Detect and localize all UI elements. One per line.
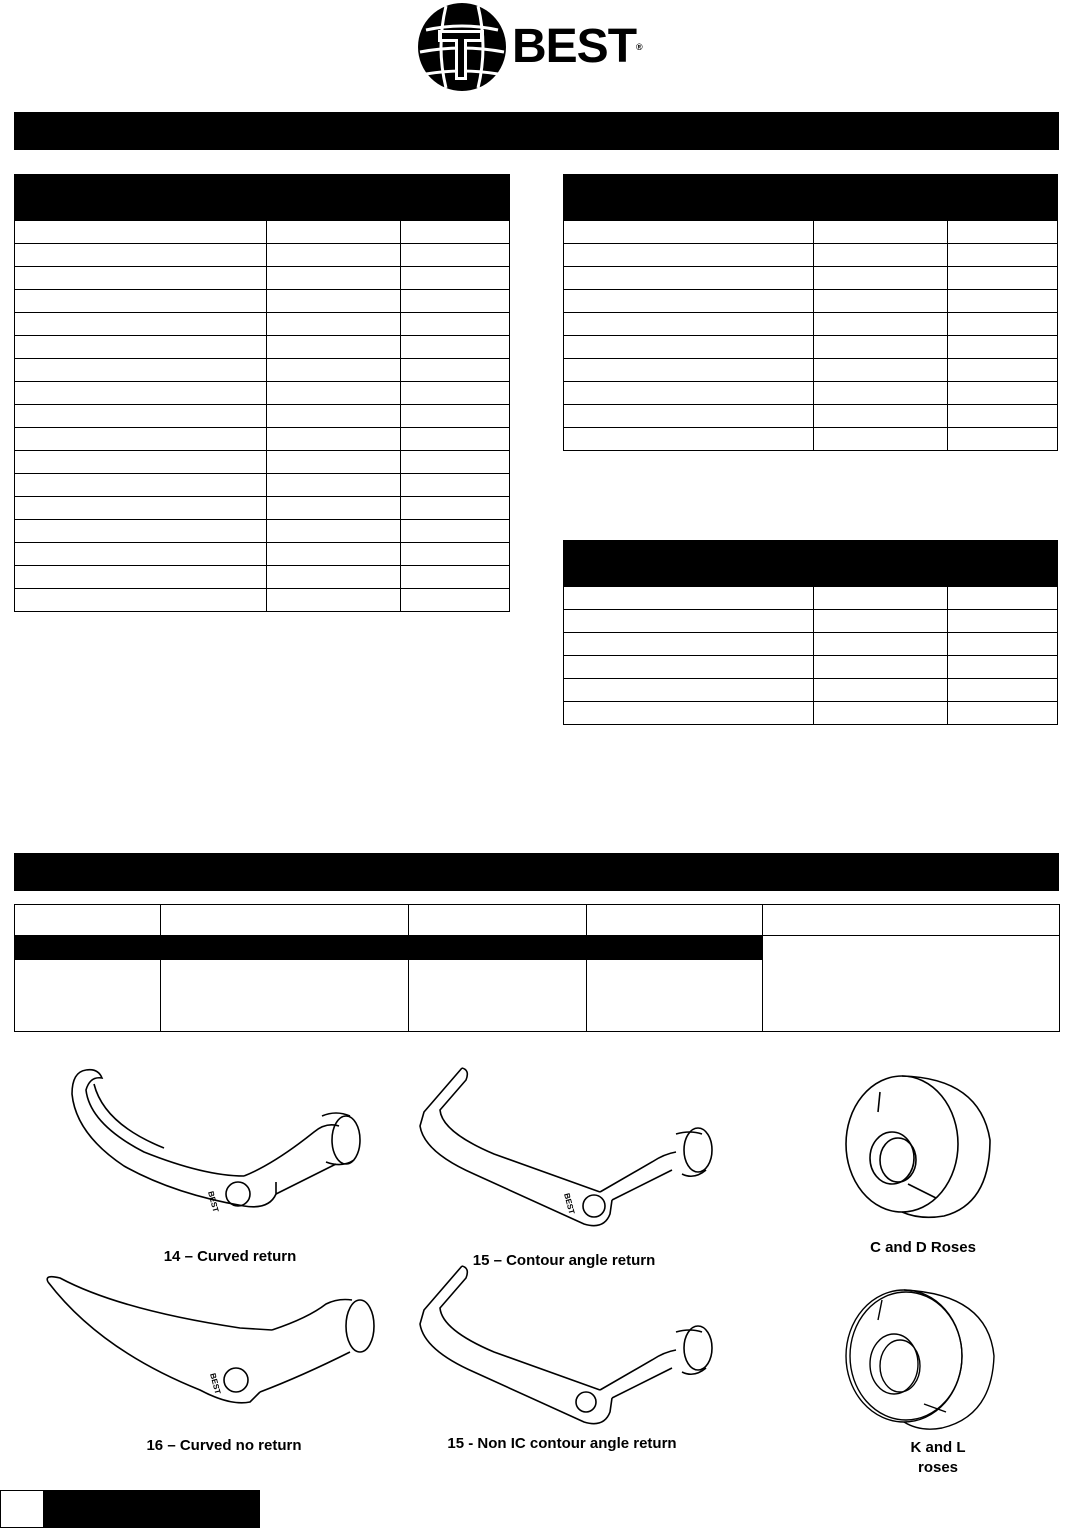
table-cell: [401, 543, 510, 566]
table-cell: [15, 451, 267, 474]
table-cell: [15, 336, 267, 359]
brand-name: BEST: [512, 20, 637, 73]
table-cell: [267, 359, 401, 382]
table-cell: [401, 359, 510, 382]
caption-14-curved-return: 14 – Curved return: [163, 1248, 297, 1265]
spec-table: [14, 904, 1060, 1032]
spec-table-row: [15, 905, 1060, 936]
table-cell: [814, 313, 948, 336]
section-header-bar-top: [14, 112, 1059, 150]
table-cell: [401, 566, 510, 589]
table-cell: [948, 702, 1058, 725]
table-cell: [564, 359, 814, 382]
table-cell: [15, 497, 267, 520]
table-cell: [15, 405, 267, 428]
table-cell: [401, 589, 510, 612]
table-cell: [267, 474, 401, 497]
lever-14-curved-return-image: [64, 1064, 364, 1224]
caption-15-contour-angle-return: 15 – Contour angle return: [472, 1252, 656, 1269]
table-cell: [814, 610, 948, 633]
left-table-header: [15, 175, 510, 221]
table-cell: [948, 428, 1058, 451]
table-cell: [814, 267, 948, 290]
table-cell: [15, 313, 267, 336]
table-cell: [948, 336, 1058, 359]
right-top-table-row: [564, 359, 1058, 382]
left-table-row: [15, 520, 510, 543]
table-cell: [814, 405, 948, 428]
table-cell: [564, 587, 814, 610]
table-cell: [15, 221, 267, 244]
table-cell: [948, 267, 1058, 290]
section-header-bar-middle: [14, 853, 1059, 891]
table-cell: [401, 451, 510, 474]
table-cell: [814, 290, 948, 313]
table-cell: [814, 244, 948, 267]
table-cell: [267, 336, 401, 359]
table-cell: [267, 405, 401, 428]
table-cell: [564, 244, 814, 267]
k-and-l-rose-image: [842, 1286, 1002, 1436]
right-bottom-table-row: [564, 679, 1058, 702]
caption-k-and-l-roses: [868, 1438, 1008, 1478]
left-table-row: [15, 359, 510, 382]
table-cell: [948, 359, 1058, 382]
table-cell: [564, 405, 814, 428]
right-bottom-table-row: [564, 587, 1058, 610]
right-top-table-row: [564, 313, 1058, 336]
key-stamp: BEST: [562, 1192, 577, 1216]
right-top-table-row: [564, 382, 1058, 405]
table-cell: [401, 474, 510, 497]
table-cell: [564, 633, 814, 656]
table-cell: [814, 633, 948, 656]
right-top-table-row: [564, 267, 1058, 290]
table-cell: [948, 382, 1058, 405]
table-cell: [267, 497, 401, 520]
caption-k-and-l-line2: roses: [917, 1459, 959, 1476]
table-cell: [948, 405, 1058, 428]
globe-icon: [418, 3, 506, 91]
table-cell: [267, 221, 401, 244]
spec-table-row: [15, 936, 1060, 960]
table-cell: [15, 520, 267, 543]
caption-16-curved-no-return: 16 – Curved no return: [146, 1437, 302, 1454]
table-cell: [401, 336, 510, 359]
table-cell: [267, 313, 401, 336]
table-cell: [15, 428, 267, 451]
table-cell: [564, 221, 814, 244]
right-bottom-table: [563, 540, 1058, 725]
table-cell: [948, 656, 1058, 679]
table-cell: [948, 290, 1058, 313]
right-top-table-row: [564, 290, 1058, 313]
page-number-box: [0, 1490, 44, 1528]
table-cell: [15, 290, 267, 313]
table-cell: [948, 633, 1058, 656]
left-table-row: [15, 244, 510, 267]
caption-k-and-l-line1: K and L: [910, 1439, 966, 1456]
footer-bar: [44, 1490, 260, 1528]
table-cell: [401, 497, 510, 520]
table-cell: [401, 221, 510, 244]
table-cell: [401, 267, 510, 290]
table-cell: [564, 382, 814, 405]
table-cell: [267, 267, 401, 290]
left-table-row: [15, 497, 510, 520]
table-cell: [814, 221, 948, 244]
left-table-row: [15, 566, 510, 589]
table-cell: [267, 520, 401, 543]
table-cell: [401, 244, 510, 267]
table-cell: [15, 566, 267, 589]
table-cell: [15, 267, 267, 290]
table-cell: [401, 313, 510, 336]
left-table-row: [15, 405, 510, 428]
right-bottom-table-row: [564, 610, 1058, 633]
table-cell: [267, 451, 401, 474]
right-bottom-table-row: [564, 633, 1058, 656]
table-cell: [267, 589, 401, 612]
right-top-table-row: [564, 405, 1058, 428]
brand-wordmark: [512, 22, 642, 72]
table-cell: [814, 587, 948, 610]
left-table-row: [15, 589, 510, 612]
left-table-row: [15, 451, 510, 474]
table-cell: [564, 428, 814, 451]
key-stamp: BEST: [208, 1372, 223, 1396]
table-cell: [948, 244, 1058, 267]
lever-16-curved-no-return-image: [40, 1270, 380, 1420]
table-cell: [564, 313, 814, 336]
table-cell: [814, 679, 948, 702]
table-cell: [15, 543, 267, 566]
table-cell: [948, 221, 1058, 244]
table-cell: [267, 244, 401, 267]
right-top-table-row: [564, 428, 1058, 451]
c-and-d-rose-image: [840, 1074, 1000, 1224]
table-cell: [814, 702, 948, 725]
right-bottom-table-row: [564, 702, 1058, 725]
right-top-table: [563, 174, 1058, 451]
table-cell: [564, 267, 814, 290]
right-top-table-header: [564, 175, 1058, 221]
table-cell: [267, 382, 401, 405]
left-table-row: [15, 474, 510, 497]
caption-15-non-ic-contour-angle-return: 15 - Non IC contour angle return: [447, 1435, 677, 1452]
table-cell: [564, 656, 814, 679]
table-cell: [15, 382, 267, 405]
registered-mark: ®: [636, 42, 642, 52]
table-cell: [564, 679, 814, 702]
table-cell: [267, 290, 401, 313]
table-cell: [564, 290, 814, 313]
right-bottom-table-header: [564, 541, 1058, 587]
table-cell: [401, 428, 510, 451]
right-top-table-row: [564, 221, 1058, 244]
lever-15-contour-angle-return-image: [414, 1064, 714, 1234]
left-table-row: [15, 221, 510, 244]
table-cell: [814, 382, 948, 405]
left-table-row: [15, 336, 510, 359]
table-cell: [267, 428, 401, 451]
table-cell: [814, 336, 948, 359]
left-table-row: [15, 382, 510, 405]
table-cell: [564, 610, 814, 633]
table-cell: [267, 543, 401, 566]
right-top-table-row: [564, 336, 1058, 359]
table-cell: [15, 244, 267, 267]
left-table-row: [15, 543, 510, 566]
table-cell: [948, 587, 1058, 610]
right-top-table-row: [564, 244, 1058, 267]
table-cell: [814, 656, 948, 679]
table-cell: [564, 702, 814, 725]
table-cell: [15, 474, 267, 497]
table-cell: [948, 313, 1058, 336]
left-table-row: [15, 290, 510, 313]
left-table-row: [15, 428, 510, 451]
left-table: [14, 174, 510, 612]
left-table-row: [15, 267, 510, 290]
table-cell: [814, 428, 948, 451]
lever-15-non-ic-contour-angle-return-image: [414, 1262, 714, 1432]
table-cell: [401, 520, 510, 543]
table-cell: [401, 382, 510, 405]
table-cell: [948, 679, 1058, 702]
table-cell: [948, 610, 1058, 633]
key-stamp: BEST: [206, 1190, 221, 1214]
left-table-row: [15, 313, 510, 336]
table-cell: [401, 405, 510, 428]
caption-c-and-d-roses: C and D Roses: [870, 1239, 976, 1256]
table-cell: [401, 290, 510, 313]
table-cell: [15, 359, 267, 382]
table-cell: [15, 589, 267, 612]
table-cell: [814, 359, 948, 382]
table-cell: [564, 336, 814, 359]
table-cell: [267, 566, 401, 589]
right-bottom-table-row: [564, 656, 1058, 679]
